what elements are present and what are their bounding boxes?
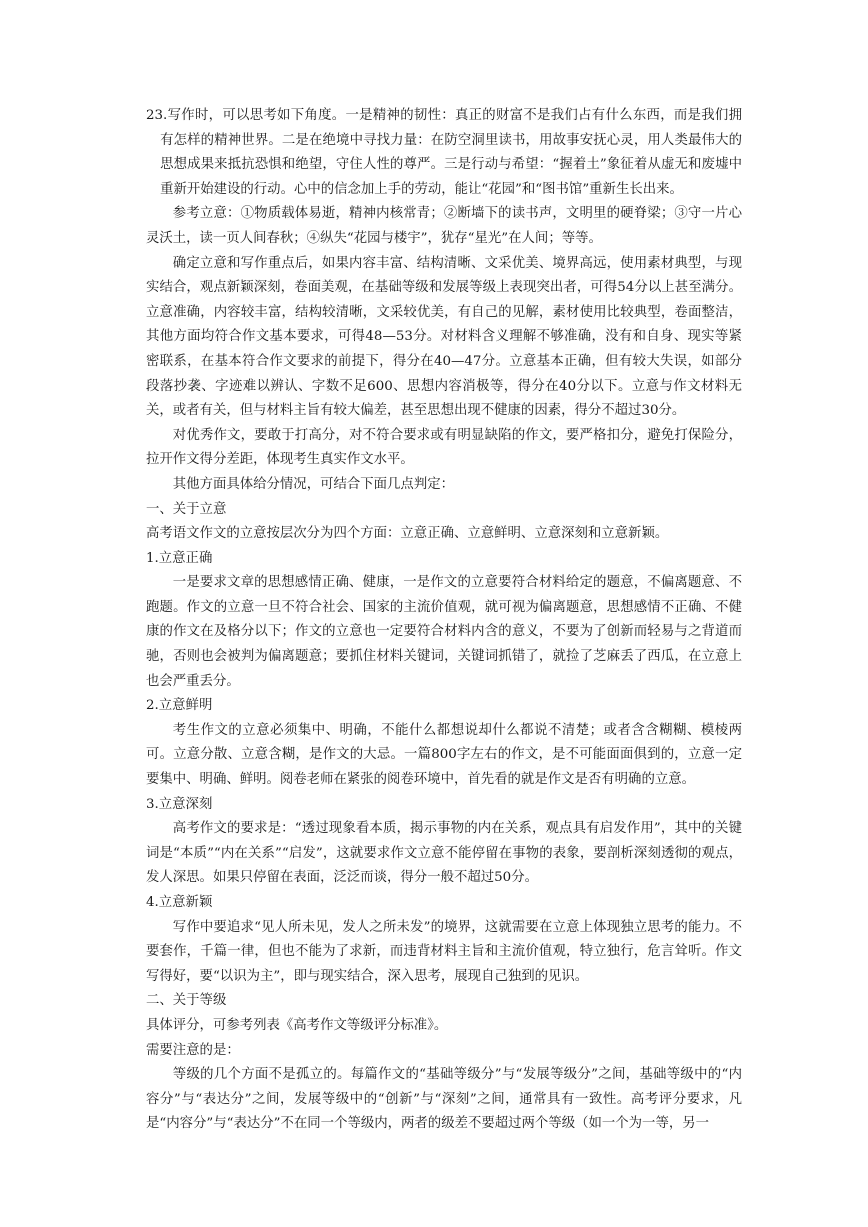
question-number: 23. xyxy=(146,108,168,123)
note-heading: 需要注意的是： xyxy=(146,1042,240,1058)
section-2-intro: 具体评分，可参考列表《高考作文等级评分标准》。 xyxy=(146,1017,448,1033)
subsection-2-heading: 2.立意鲜明 xyxy=(146,698,213,714)
subsection-3-text: 高考作文的要求是：“透过现象看本质，揭示事物的内在关系，观点具有启发作用”，其中的关键词是“本质”“内在关系”“启发”，这就要求作文立意不能停留在事物的表象，要剖析深刻透彻的观点，发人深思。如果只停留在表面，泛泛而谈，得分一般不超过50分。 xyxy=(146,821,742,886)
question-23-text: 写作时，可以思考如下角度。一是精神的韧性：真正的财富不是我们占有什么东西，而是我们拥有怎样的精神世界。二是在绝境中寻找力量：在防空洞里读书，用故事安抚心灵，用人类最伟大的思想成果来抵抗恐惧和绝望，守住人性的尊严。三是行动与希望：“握着土”象征着从虚无和废墟中重新开始建设的行动。心中的信念加上手的劳动，能让“花园”和“图书馆”重新生长出来。 xyxy=(160,108,742,197)
section-1-heading: 一、关于立意 xyxy=(146,501,227,517)
scoring-paragraph: 确定立意和写作重点后，如果内容丰富、结构清晰、文采优美、境界高远，使用素材典型，与现实结合，观点新颖深刻，卷面美观，在基础等级和发展等级上表现突出者，可得54分以上甚至满分。立意准确，内容较丰富，结构较清晰，文采较优美，有自己的见解，素材使用比较典型，卷面整洁，其他方面均符合作文基本要求，可得48—53分。对材料含义理解不够准确，没有和自身、现实等紧密联系，在基本符合作文要求的前提下，得分在40—47分。立意基本正确，但有较大失误，如部分段落抄袭、字迹难以辨认、字数不足600、思想内容消极等，得分在40分以下。立意与作文材料无关，或者有关，但与材料主旨有较大偏差，甚至思想出现不健康的因素，得分不超过30分。 xyxy=(146,255,742,419)
subsection-4-text: 写作中要追求“见人所未见，发人之所未发”的境界，这就需要在立意上体现独立思考的能力。不要套作，千篇一律，但也不能为了求新，而违背材料主旨和主流价值观，特立独行，危言耸听。作文写得好，要“以识为主”，即与现实结合，深入思考，展现自己独到的见识。 xyxy=(146,919,742,984)
document-page xyxy=(146,104,742,1137)
subsection-2-text: 考生作文的立意必须集中、明确，不能什么都想说却什么都说不清楚；或者含含糊糊、模棱两可。立意分散、立意含糊，是作文的大忌。一篇800字左右的作文，是不可能面面俱到的，立意一定要集中、明确、鲜明。阅卷老师在紧张的阅卷环境中，首先看的就是作文是否有明确的立意。 xyxy=(146,722,742,788)
question-23 xyxy=(146,104,742,202)
excellent-essay-paragraph: 对优秀作文，要敢于打高分，对不符合要求或有明显缺陷的作文，要严格扣分，避免打保险分，拉开作文得分差距，体现考生真实作文水平。 xyxy=(146,427,742,468)
note-text: 等级的几个方面不是孤立的。每篇作文的“基础等级分”与“发展等级分”之间，基础等级中的“内容分”与“表达分”之间，发展等级中的“创新”与“深刻”之间，通常具有一致性。高考评分要求，凡是“内容分”与“表达分”不在同一个等级内，两者的级差不要超过两个等级（如一个为一等，另一 xyxy=(146,1067,742,1132)
section-1-intro: 高考语文作文的立意按层次分为四个方面：立意正确、立意鲜明、立意深刻和立意新颖。 xyxy=(146,526,669,542)
other-scoring-paragraph: 其他方面具体给分情况，可结合下面几点判定： xyxy=(172,476,454,492)
subsection-4-heading: 4.立意新颖 xyxy=(146,895,213,910)
subsection-1-text: 一是要求文章的思想感情正确、健康，一是作文的立意要符合材料给定的题意，不偏离题意、不跑题。作文的立意一旦不符合社会、国家的主流价值观，就可视为偏离题意，思想感情不正确、不健康的作文在及格分以下；作文的立意也一定要符合材料内含的意义，不要为了创新而轻易与之背道而驰，否则也会被判为偏离题意；要抓住材料关键词，关键词抓错了，就捡了芝麻丢了西瓜，在立意上也会严重丢分。 xyxy=(146,575,742,689)
subsection-1-heading: 1.立意正确 xyxy=(146,550,213,566)
subsection-3-heading: 3.立意深刻 xyxy=(146,796,213,812)
section-2-heading: 二、关于等级 xyxy=(146,993,227,1009)
reference-ideas: 参考立意：①物质载体易逝，精神内核常青；②断墙下的读书声，文明里的硬脊梁；③守一片心灵沃土，读一页人间春秋；④纵失“花园与楼宇”，犹存“星光”在人间；等等。 xyxy=(146,206,742,246)
